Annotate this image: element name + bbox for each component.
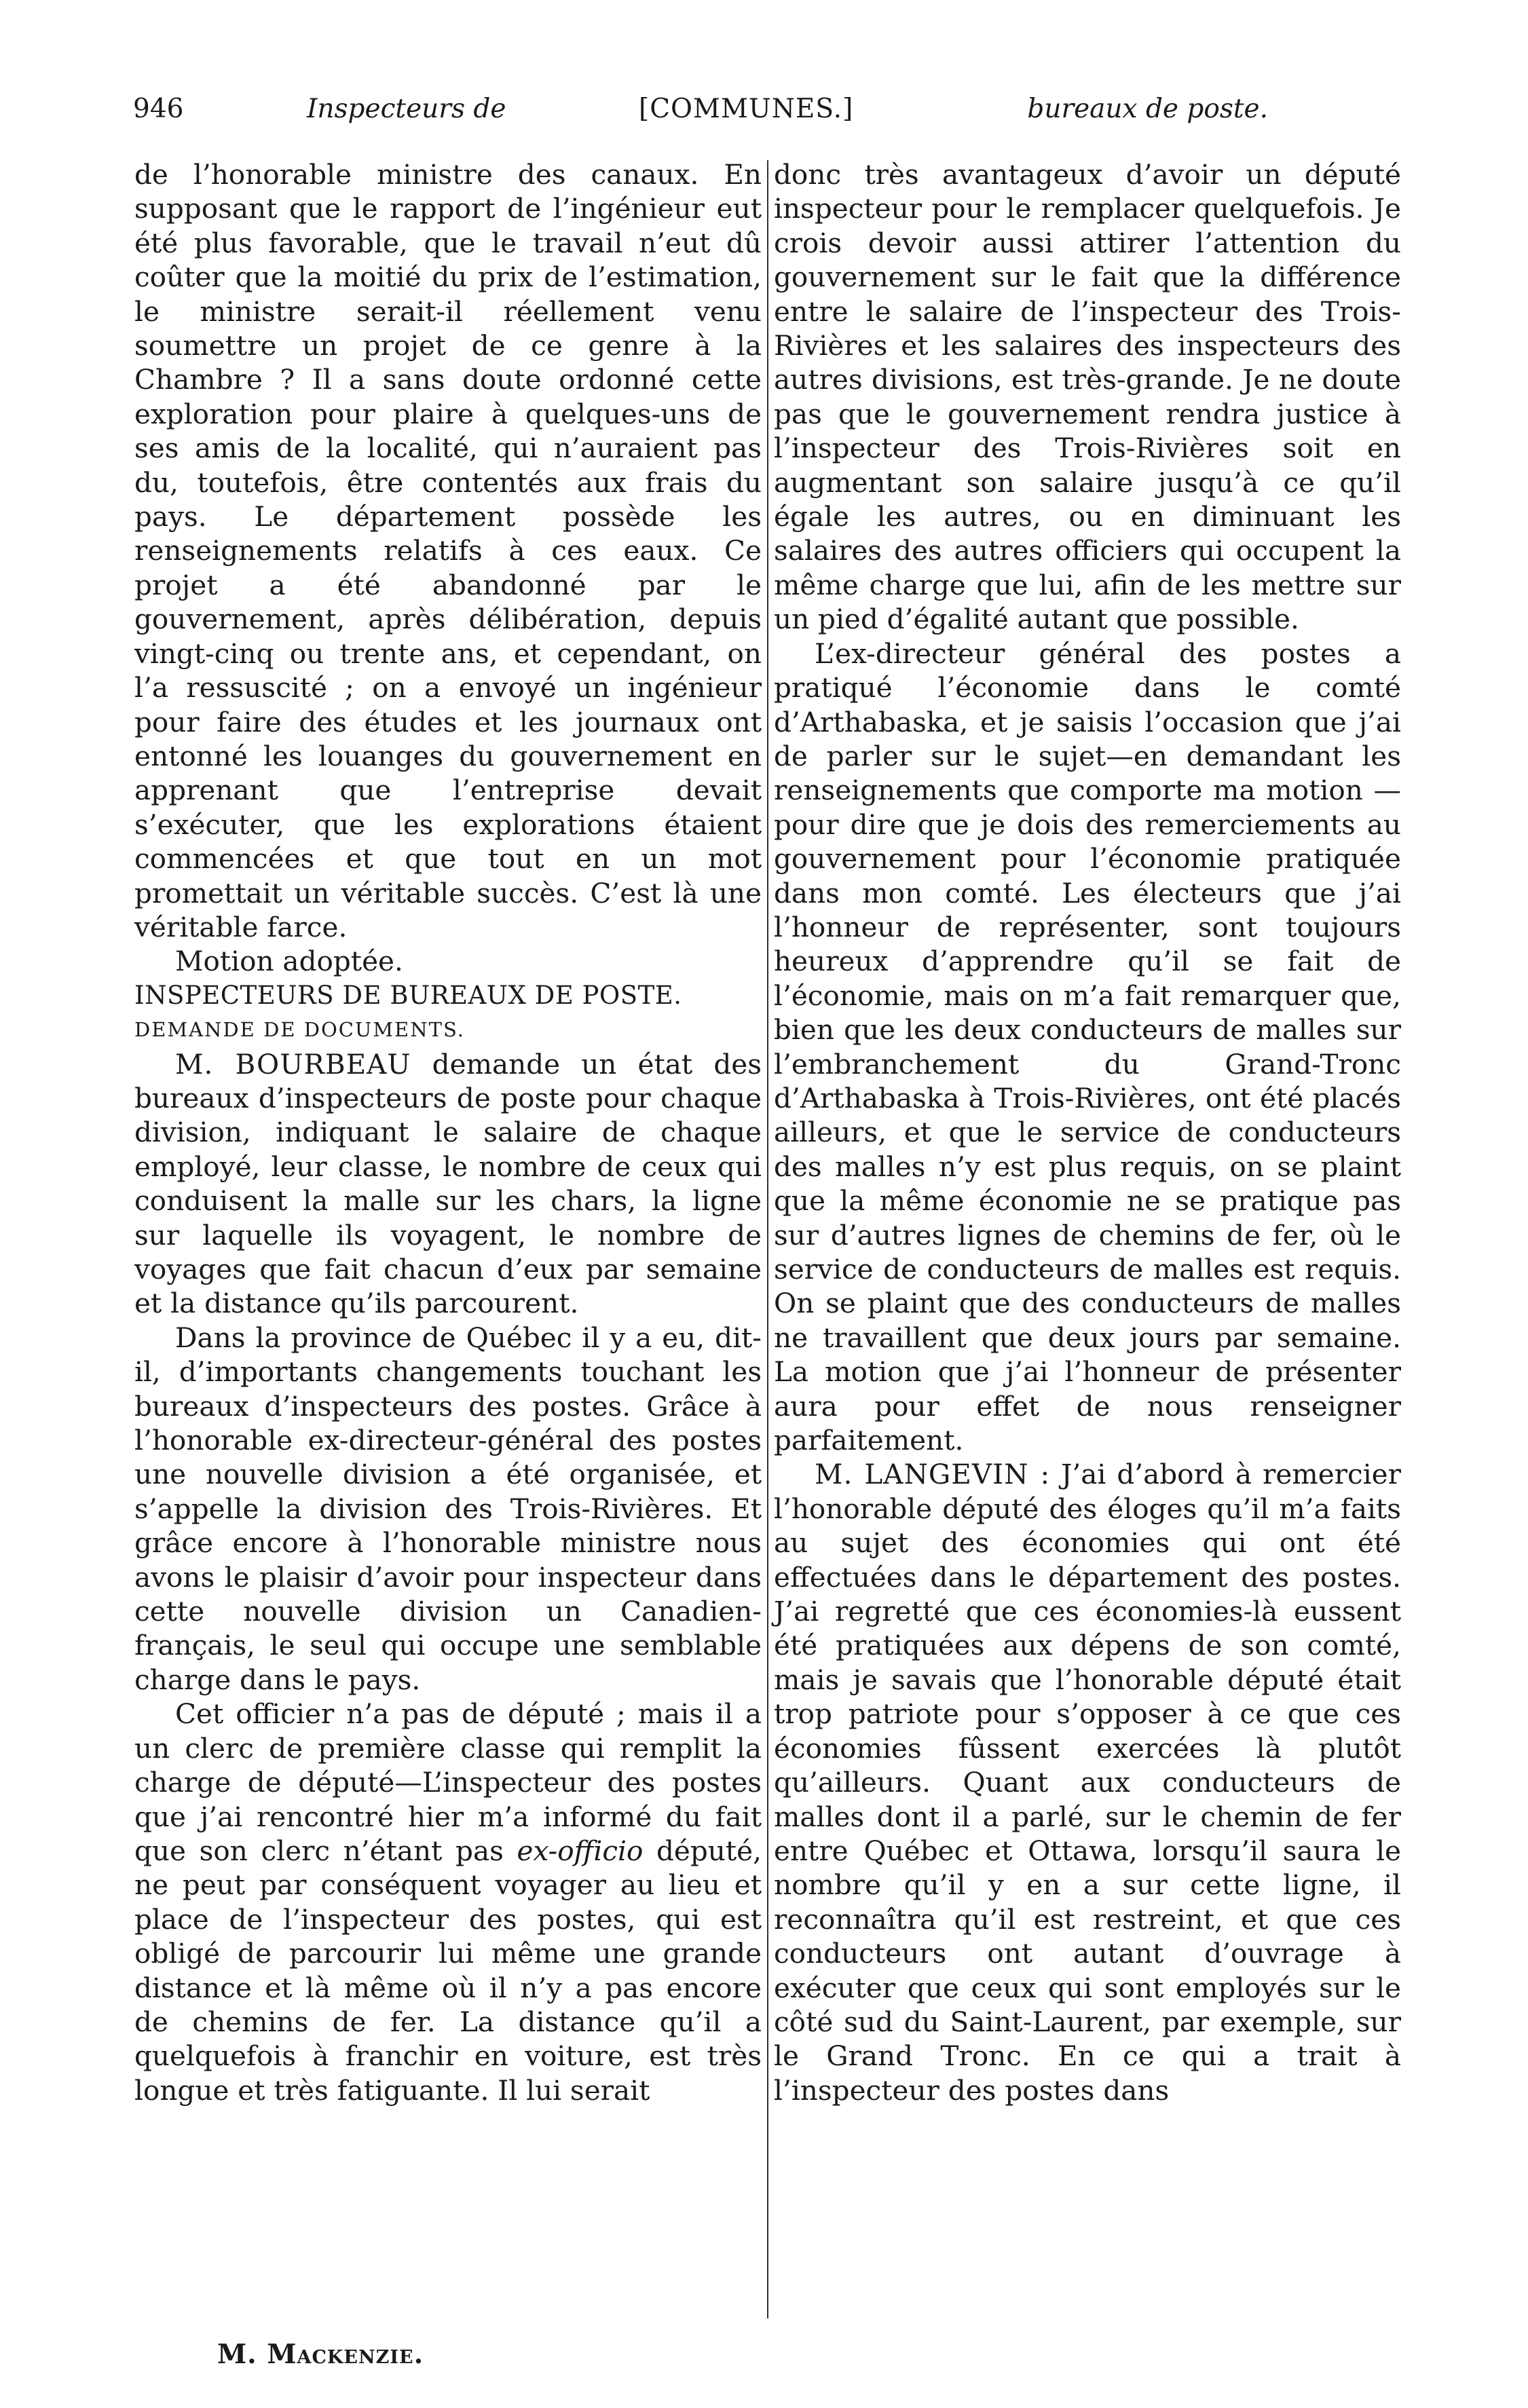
column-divider (767, 160, 768, 2318)
italic-phrase: ex-officio (517, 1834, 644, 1867)
speaker-name: M. LANGEVIN : (815, 1458, 1051, 1491)
section-title: INSPECTEURS DE BUREAUX DE POSTE. (134, 980, 682, 1010)
left-column (134, 157, 762, 2107)
page-number: 946 (133, 94, 184, 124)
paragraph-text: Cet officier n’a pas de député ; mais il a un clerc de première classe qui remplit la charge de député—L’inspecteur des postes que j’ai rencontré hier m’a informé du fait que son clerc n’étant pas (134, 1697, 762, 1867)
speaker-name: M. BOURBEAU (175, 1047, 411, 1080)
paragraph: Motion adoptée. (175, 945, 403, 978)
catchword: M. Mackenzie. (217, 2339, 424, 2370)
paragraph (134, 1047, 762, 1321)
section-subtitle: DEMANDE DE DOCUMENTS. (134, 1018, 465, 1042)
paragraph: L’ex-directeur général des postes a pratiqué l’économie dans le comté d’Arthabaska, et je saisis l’occasion que j’ai de parler sur le sujet—en demandant les renseignements que comporte ma motion —pour dire que je dois des remerciements au gouvernement pour l’économie pratiquée dans mon comté. Les électeurs que j’ai l’honneur de représenter, sont toujours heureux d’apprendre qu’il se fait de l’économie, mais on m’a fait remarquer que, bien que les deux conducteurs de malles sur l’embranchement du Grand-Tronc d’Arthabaska à Trois-Rivières, ont été placés ailleurs, et que le service de conducteurs des malles n’y est plus requis, on se plaint que la même économie ne se pratique pas sur d’autres lignes de chemins de fer, où le service de conducteurs de malles est requis. On se plaint que des conducteurs de malles ne travaillent que deux jours par semaine. La motion que j’ai l’honneur de présenter aura pour effet de nous renseigner parfaitement. (774, 637, 1401, 1457)
paragraph: de l’honorable ministre des canaux. En supposant que le rapport de l’ingénieur eut été plus favorable, que le travail n’eut dû coûter que la moitié du prix de l’estimation, le ministre serait-il réellement venu soumettre un projet de ce genre à la Chambre ? Il a sans doute ordonné cette exploration pour plaire à quelques-uns de ses amis de la localité, qui n’auraient pas du, toutefois, être contentés aux frais du pays. Le département possède les renseignements relatifs à ces eaux. Ce projet a été abandonné par le gouvernement, après délibération, depuis vingt-cinq ou trente ans, et cependant, on l’a ressuscité ; on a envoyé un ingénieur pour faire des études et les journaux ont entonné les louanges du gouvernement en apprenant que l’entreprise devait s’exécuter, que les explorations étaient commencées et que tout en un mot promettait un véritable succès. C’est là une véritable farce. (134, 158, 762, 943)
paragraph (134, 1697, 762, 2107)
paragraph-text: député, ne peut par conséquent voyager au lieu et place de l’inspecteur des postes, qui est obligé de parcourir lui même une grande distance et là même où il n’y a pas encore de chemins de fer. La distance qu’il a quelquefois à franchir en voiture, est très longue et très fatiguante. Il lui serait (134, 1834, 762, 2107)
header-left: Inspecteurs de (307, 94, 506, 124)
paragraph: donc très avantageux d’avoir un député inspecteur pour le remplacer quelquefois. Je crois devoir aussi attirer l’attention du gouvernement sur le fait que la différence entre le salaire de l’inspecteur des Trois-Rivières et les salaires des inspecteurs des autres divisions, est très-grande. Je ne doute pas que le gouvernement rendra justice à l’inspecteur des Trois-Rivières soit en augmentant son salaire jusqu’à ce qu’il égale les autres, ou en diminuant les salaires des autres officiers qui occupent la même charge que lui, afin de les mettre sur un pied d’égalité autant que possible. (774, 158, 1401, 636)
paragraph-text: J’ai d’abord à remercier l’honorable député des éloges qu’il m’a faits au sujet des économies qui ont été effectuées dans le département des postes. J’ai regretté que ces économies-là eussent été pratiquées aux dépens de son comté, mais je savais que l’honorable député était trop patriote pour s’opposer à ce que ces économies fûssent exercées là plutôt qu’ailleurs. Quant aux conducteurs de malles dont il a parlé, sur le chemin de fer entre Québec et Ottawa, lorsqu’il saura le nombre qu’il y en a sur cette ligne, il reconnaîtra qu’il est restreint, et que ces conducteurs ont autant d’ouvrage à exécuter que ceux qui sont employés sur le côté sud du Saint-Laurent, par exemple, sur le Grand Tronc. En ce qui a trait à l’inspecteur des postes dans (774, 1458, 1401, 2107)
running-header (133, 94, 1268, 141)
header-center: [COMMUNES.] (639, 94, 854, 124)
right-column (774, 157, 1401, 2107)
paragraph: Dans la province de Québec il y a eu, dit-il, d’importants changements touchant les bureaux d’inspecteurs des postes. Grâce à l’honorable ex-directeur-général des postes une nouvelle division a été organisée, et s’appelle la division des Trois-Rivières. Et grâce encore à l’honorable ministre nous avons le plaisir d’avoir pour inspecteur dans cette nouvelle division un Canadien-français, le seul qui occupe une semblable charge dans le pays. (134, 1321, 762, 1696)
header-right: bureaux de poste. (1027, 94, 1268, 124)
paragraph-text: demande un état des bureaux d’inspecteurs de poste pour chaque division, indiquant le salaire de chaque employé, leur classe, le nombre de ceux qui conduisent la malle sur les chars, la ligne sur laquelle ils voyagent, le nombre de voyages que fait chacun d’eux par semaine et la distance qu’ils parcourent. (134, 1047, 762, 1320)
paragraph (774, 1457, 1401, 2107)
